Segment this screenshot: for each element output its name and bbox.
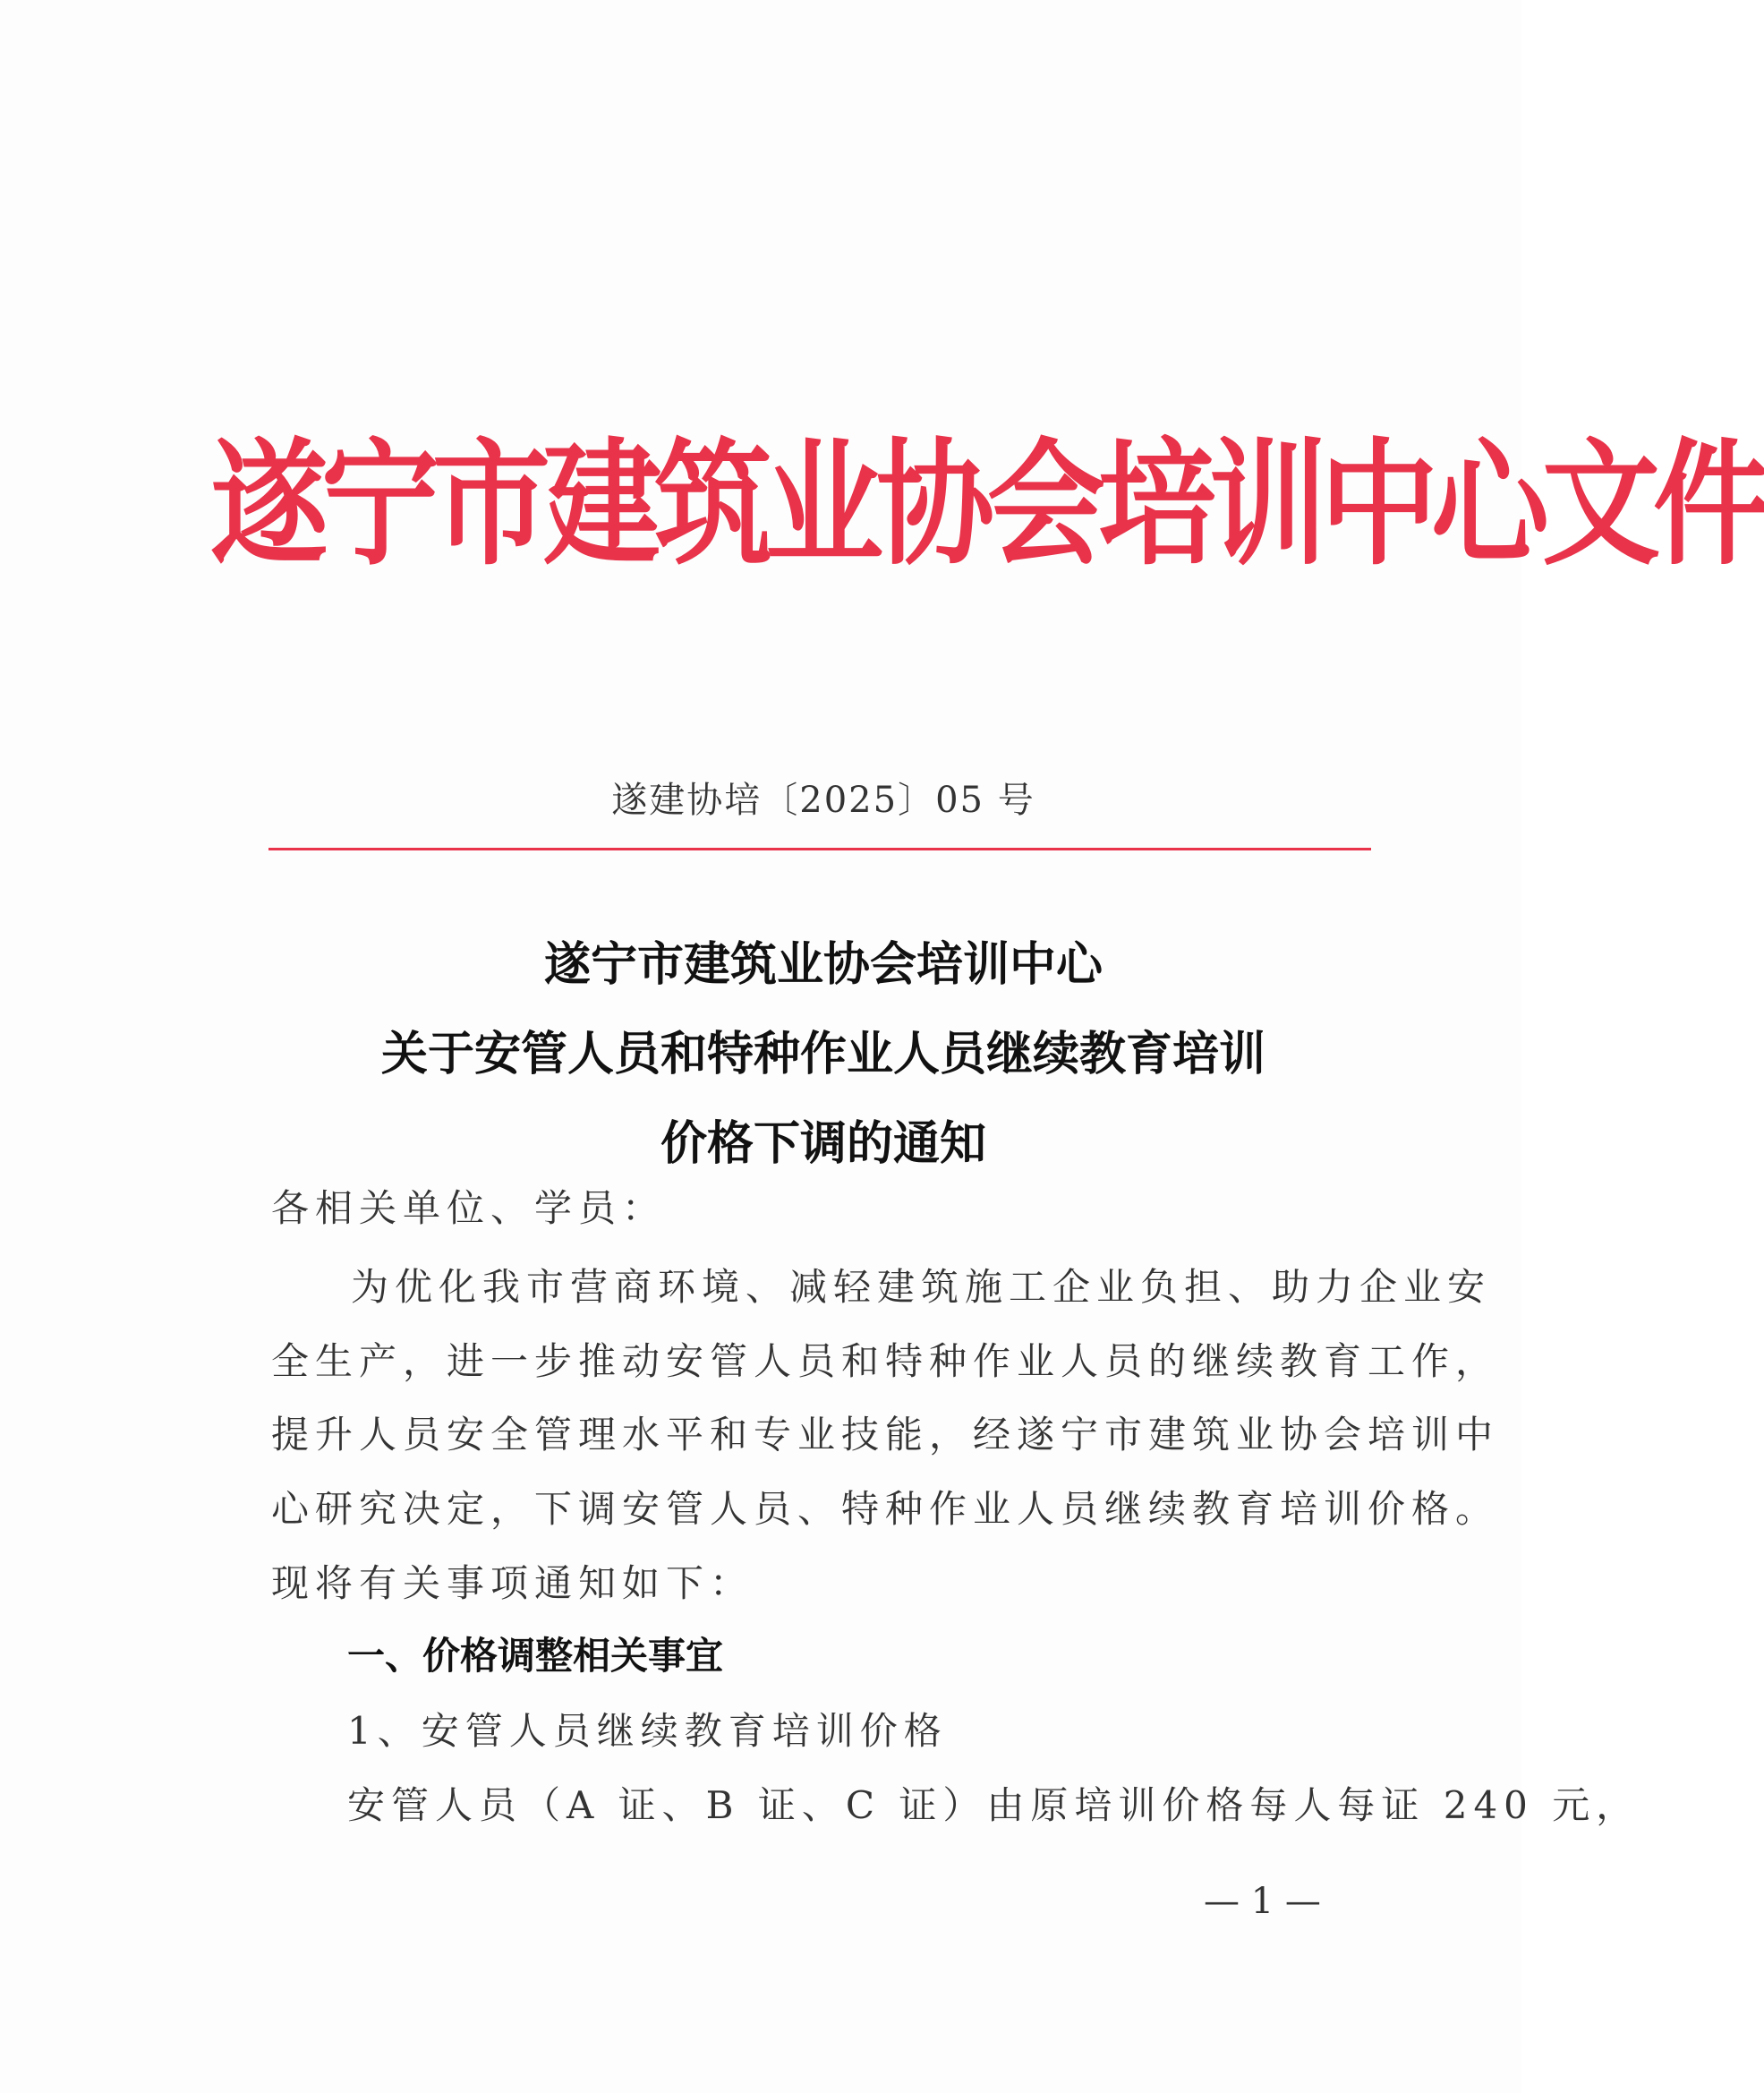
document-number: 遂建协培〔2025〕05 号 <box>611 780 1035 821</box>
paragraph-line-1: 为优化我市营商环境、减轻建筑施工企业负担、助力企业安 <box>351 1265 1492 1309</box>
paragraph-line-4: 心研究决定，下调安管人员、特种作业人员继续教育培训价格。 <box>271 1487 1500 1531</box>
notice-title-line-3: 价格下调的通知 <box>660 1117 986 1171</box>
salutation: 各相关单位、学员： <box>271 1186 667 1230</box>
item-heading-1: 1、安管人员继续教育培训价格 <box>347 1709 948 1753</box>
masthead-title: 遂宁市建筑业协会培训中心文件 <box>210 424 1764 585</box>
red-divider <box>268 848 1371 850</box>
section-heading-1: 一、价格调整相关事宜 <box>347 1634 724 1678</box>
page-number: — 1 — <box>1204 1881 1321 1922</box>
notice-title-line-2: 关于安管人员和特种作业人员继续教育培训 <box>380 1028 1265 1081</box>
paragraph-line-2: 全生产，进一步推动安管人员和特种作业人员的继续教育工作， <box>271 1339 1500 1383</box>
item-body-1: 安管人员（A 证、B 证、C 证）由原培训价格每人每证 240 元， <box>347 1783 1640 1827</box>
paragraph-line-3: 提升人员安全管理水平和专业技能，经遂宁市建筑业协会培训中 <box>271 1413 1500 1457</box>
notice-title-line-1: 遂宁市建筑业协会培训中心 <box>543 938 1103 992</box>
paragraph-line-5: 现将有关事项通知如下： <box>271 1561 754 1605</box>
